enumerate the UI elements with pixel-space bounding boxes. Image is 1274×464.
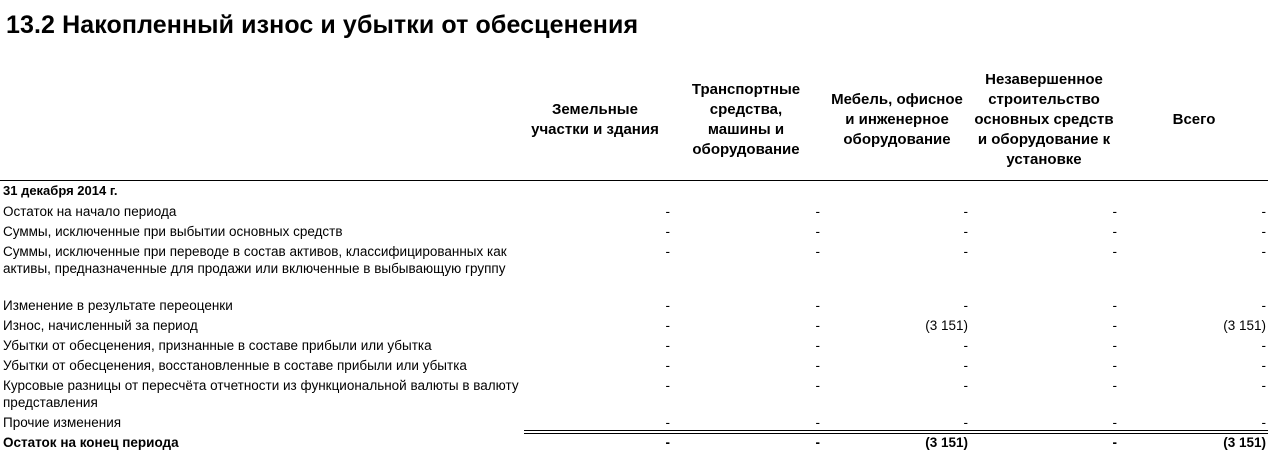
cell-value: - — [1261, 244, 1266, 259]
total-value: - — [815, 435, 820, 450]
cell-value: - — [963, 358, 968, 373]
cell-value: - — [1261, 415, 1266, 430]
total-divider — [524, 430, 1268, 434]
total-label: Остаток на конец периода — [3, 435, 179, 450]
cell-value: - — [1112, 378, 1117, 393]
row-label: Суммы, исключенные при переводе в состав активов, классифицированных как активы, предназначенные для продажи или включенные в выбывающую группу — [3, 244, 507, 276]
cell-value: - — [963, 338, 968, 353]
cell-value: - — [665, 204, 670, 219]
cell-value: - — [815, 204, 820, 219]
cell-value: - — [1112, 318, 1117, 333]
row-label: Курсовые разницы от пересчёта отчетности из функциональной валюты в валюту представления — [3, 378, 519, 410]
period-label: 31 декабря 2014 г. — [3, 183, 118, 198]
column-header-vehicles-machinery: Транспортные средства, машины и оборудование — [691, 81, 801, 158]
cell-value: (3 151) — [1223, 318, 1266, 333]
row-label: Суммы, исключенные при выбытии основных средств — [3, 224, 343, 239]
cell-value: - — [665, 338, 670, 353]
cell-value: - — [963, 244, 968, 259]
cell-value: - — [1112, 415, 1117, 430]
cell-value: - — [1112, 338, 1117, 353]
cell-value: - — [815, 244, 820, 259]
cell-value: - — [1261, 224, 1266, 239]
cell-value: - — [1112, 358, 1117, 373]
page-title: 13.2 Накопленный износ и убытки от обесценения — [6, 11, 639, 39]
row-label: Прочие изменения — [3, 415, 122, 430]
cell-value: - — [815, 298, 820, 313]
cell-value: - — [665, 378, 670, 393]
cell-value: - — [815, 224, 820, 239]
cell-value: - — [963, 415, 968, 430]
cell-value: - — [1261, 298, 1266, 313]
cell-value: - — [815, 338, 820, 353]
cell-value: - — [1261, 358, 1266, 373]
cell-value: - — [815, 378, 820, 393]
column-header-land-buildings: Земельные участки и здания — [531, 101, 659, 138]
cell-value: - — [963, 204, 968, 219]
cell-value: - — [1112, 244, 1117, 259]
cell-value: - — [665, 318, 670, 333]
cell-value: - — [963, 378, 968, 393]
row-label: Остаток на начало периода — [3, 204, 177, 219]
cell-value: - — [1112, 224, 1117, 239]
cell-value: - — [665, 415, 670, 430]
cell-value: - — [665, 358, 670, 373]
cell-value: - — [815, 318, 820, 333]
row-label: Убытки от обесценения, признанные в составе прибыли или убытка — [3, 338, 432, 353]
column-header-furniture-office: Мебель, офисное и инженерное оборудование — [831, 91, 963, 148]
column-header-total: Всего — [1172, 111, 1216, 128]
header-divider — [0, 180, 1268, 181]
cell-value: (3 151) — [925, 318, 968, 333]
cell-value: - — [665, 244, 670, 259]
total-value: - — [1112, 435, 1117, 450]
row-label: Изменение в результате переоценки — [3, 298, 233, 313]
column-header-construction-in-progress: Незавершенное строительство основных средств и оборудование к установке — [974, 71, 1114, 168]
cell-value: - — [1261, 204, 1266, 219]
cell-value: - — [1261, 338, 1266, 353]
row-label: Убытки от обесценения, восстановленные в составе прибыли или убытка — [3, 358, 467, 373]
total-value: - — [665, 435, 670, 450]
cell-value: - — [1112, 204, 1117, 219]
cell-value: - — [1112, 298, 1117, 313]
cell-value: - — [963, 298, 968, 313]
total-value: (3 151) — [925, 435, 968, 450]
cell-value: - — [1261, 378, 1266, 393]
row-label: Износ, начисленный за период — [3, 318, 198, 333]
cell-value: - — [815, 415, 820, 430]
total-value: (3 151) — [1223, 435, 1266, 450]
cell-value: - — [963, 224, 968, 239]
cell-value: - — [815, 358, 820, 373]
cell-value: - — [665, 298, 670, 313]
cell-value: - — [665, 224, 670, 239]
